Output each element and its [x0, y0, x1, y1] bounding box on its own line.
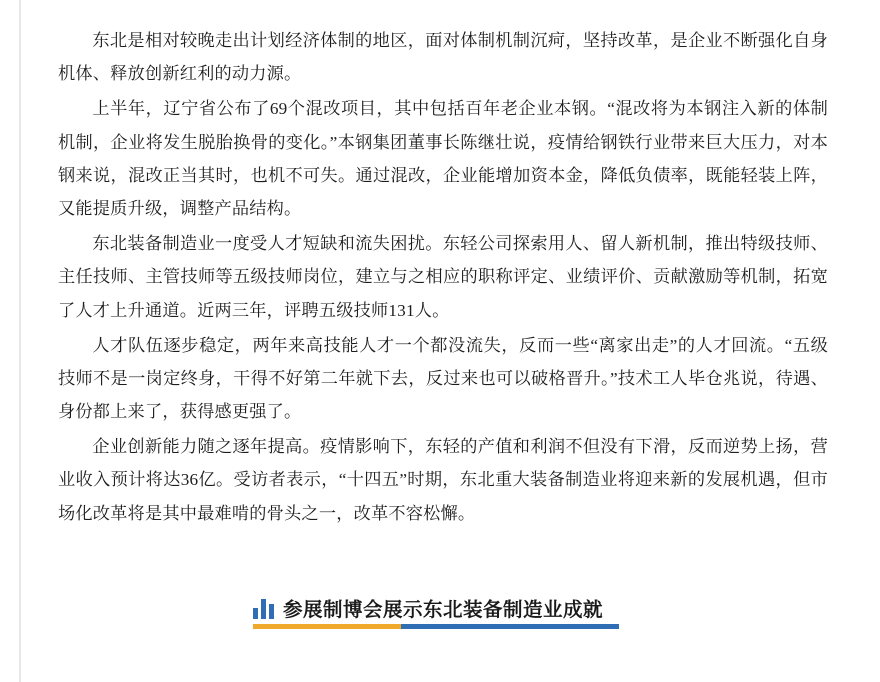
- paragraph-4: 人才队伍逐步稳定，两年来高技能人才一个都没流失，反而一些“离家出走”的人才回流。“五级技师不是一岗定终身，干得不好第二年就下去，反过来也可以破格晋升。”技术工人毕仓兆说，待遇、身份都上来了，获得感更强了。: [58, 335, 828, 422]
- article-body: [58, 24, 828, 532]
- paragraph-2: 上半年，辽宁省公布了69个混改项目，其中包括百年老企业本钢。“混改将为本钢注入新的体制机制，企业将发生脱胎换骨的变化。”本钢集团董事长陈继壮说，疫情给钢铁行业带来巨大压力，对本钢来说，混改正当其时，也机不可失。通过混改，企业能增加资本金，降低负债率，既能轻装上阵，又能提质升级，调整产品结构。: [58, 99, 828, 218]
- section-heading-underline: [253, 624, 619, 629]
- page-left-rule: [19, 0, 21, 682]
- section-heading-text: 参展制博会展示东北装备制造业成就: [283, 598, 604, 621]
- paragraph-1: 东北是相对较晚走出计划经济体制的地区，面对体制机制沉疴，坚持改革，是企业不断强化自身机体、释放创新红利的动力源。: [58, 31, 828, 84]
- paragraph-5: 企业创新能力随之逐年提高。疫情影响下，东轻的产值和利润不但没有下滑，反而逆势上扬，营业收入预计将达36亿。受访者表示，“十四五”时期，东北重大装备制造业将迎来新的发展机遇，但市场化改革将是其中最难啃的骨头之一，改革不容松懈。: [58, 437, 828, 523]
- paragraph-3: 东北装备制造业一度受人才短缺和流失困扰。东轻公司探索用人、留人新机制，推出特级技师、主任技师、主管技师等五级技师岗位，建立与之相应的职称评定、业绩评价、贡献激励等机制，拓宽了人才上升通道。近两三年，评聘五级技师131人。: [58, 234, 828, 320]
- bar-chart-icon: [253, 597, 274, 619]
- underline-segment-blue: [401, 624, 619, 629]
- section-heading: [253, 588, 653, 620]
- underline-segment-orange: [253, 624, 401, 629]
